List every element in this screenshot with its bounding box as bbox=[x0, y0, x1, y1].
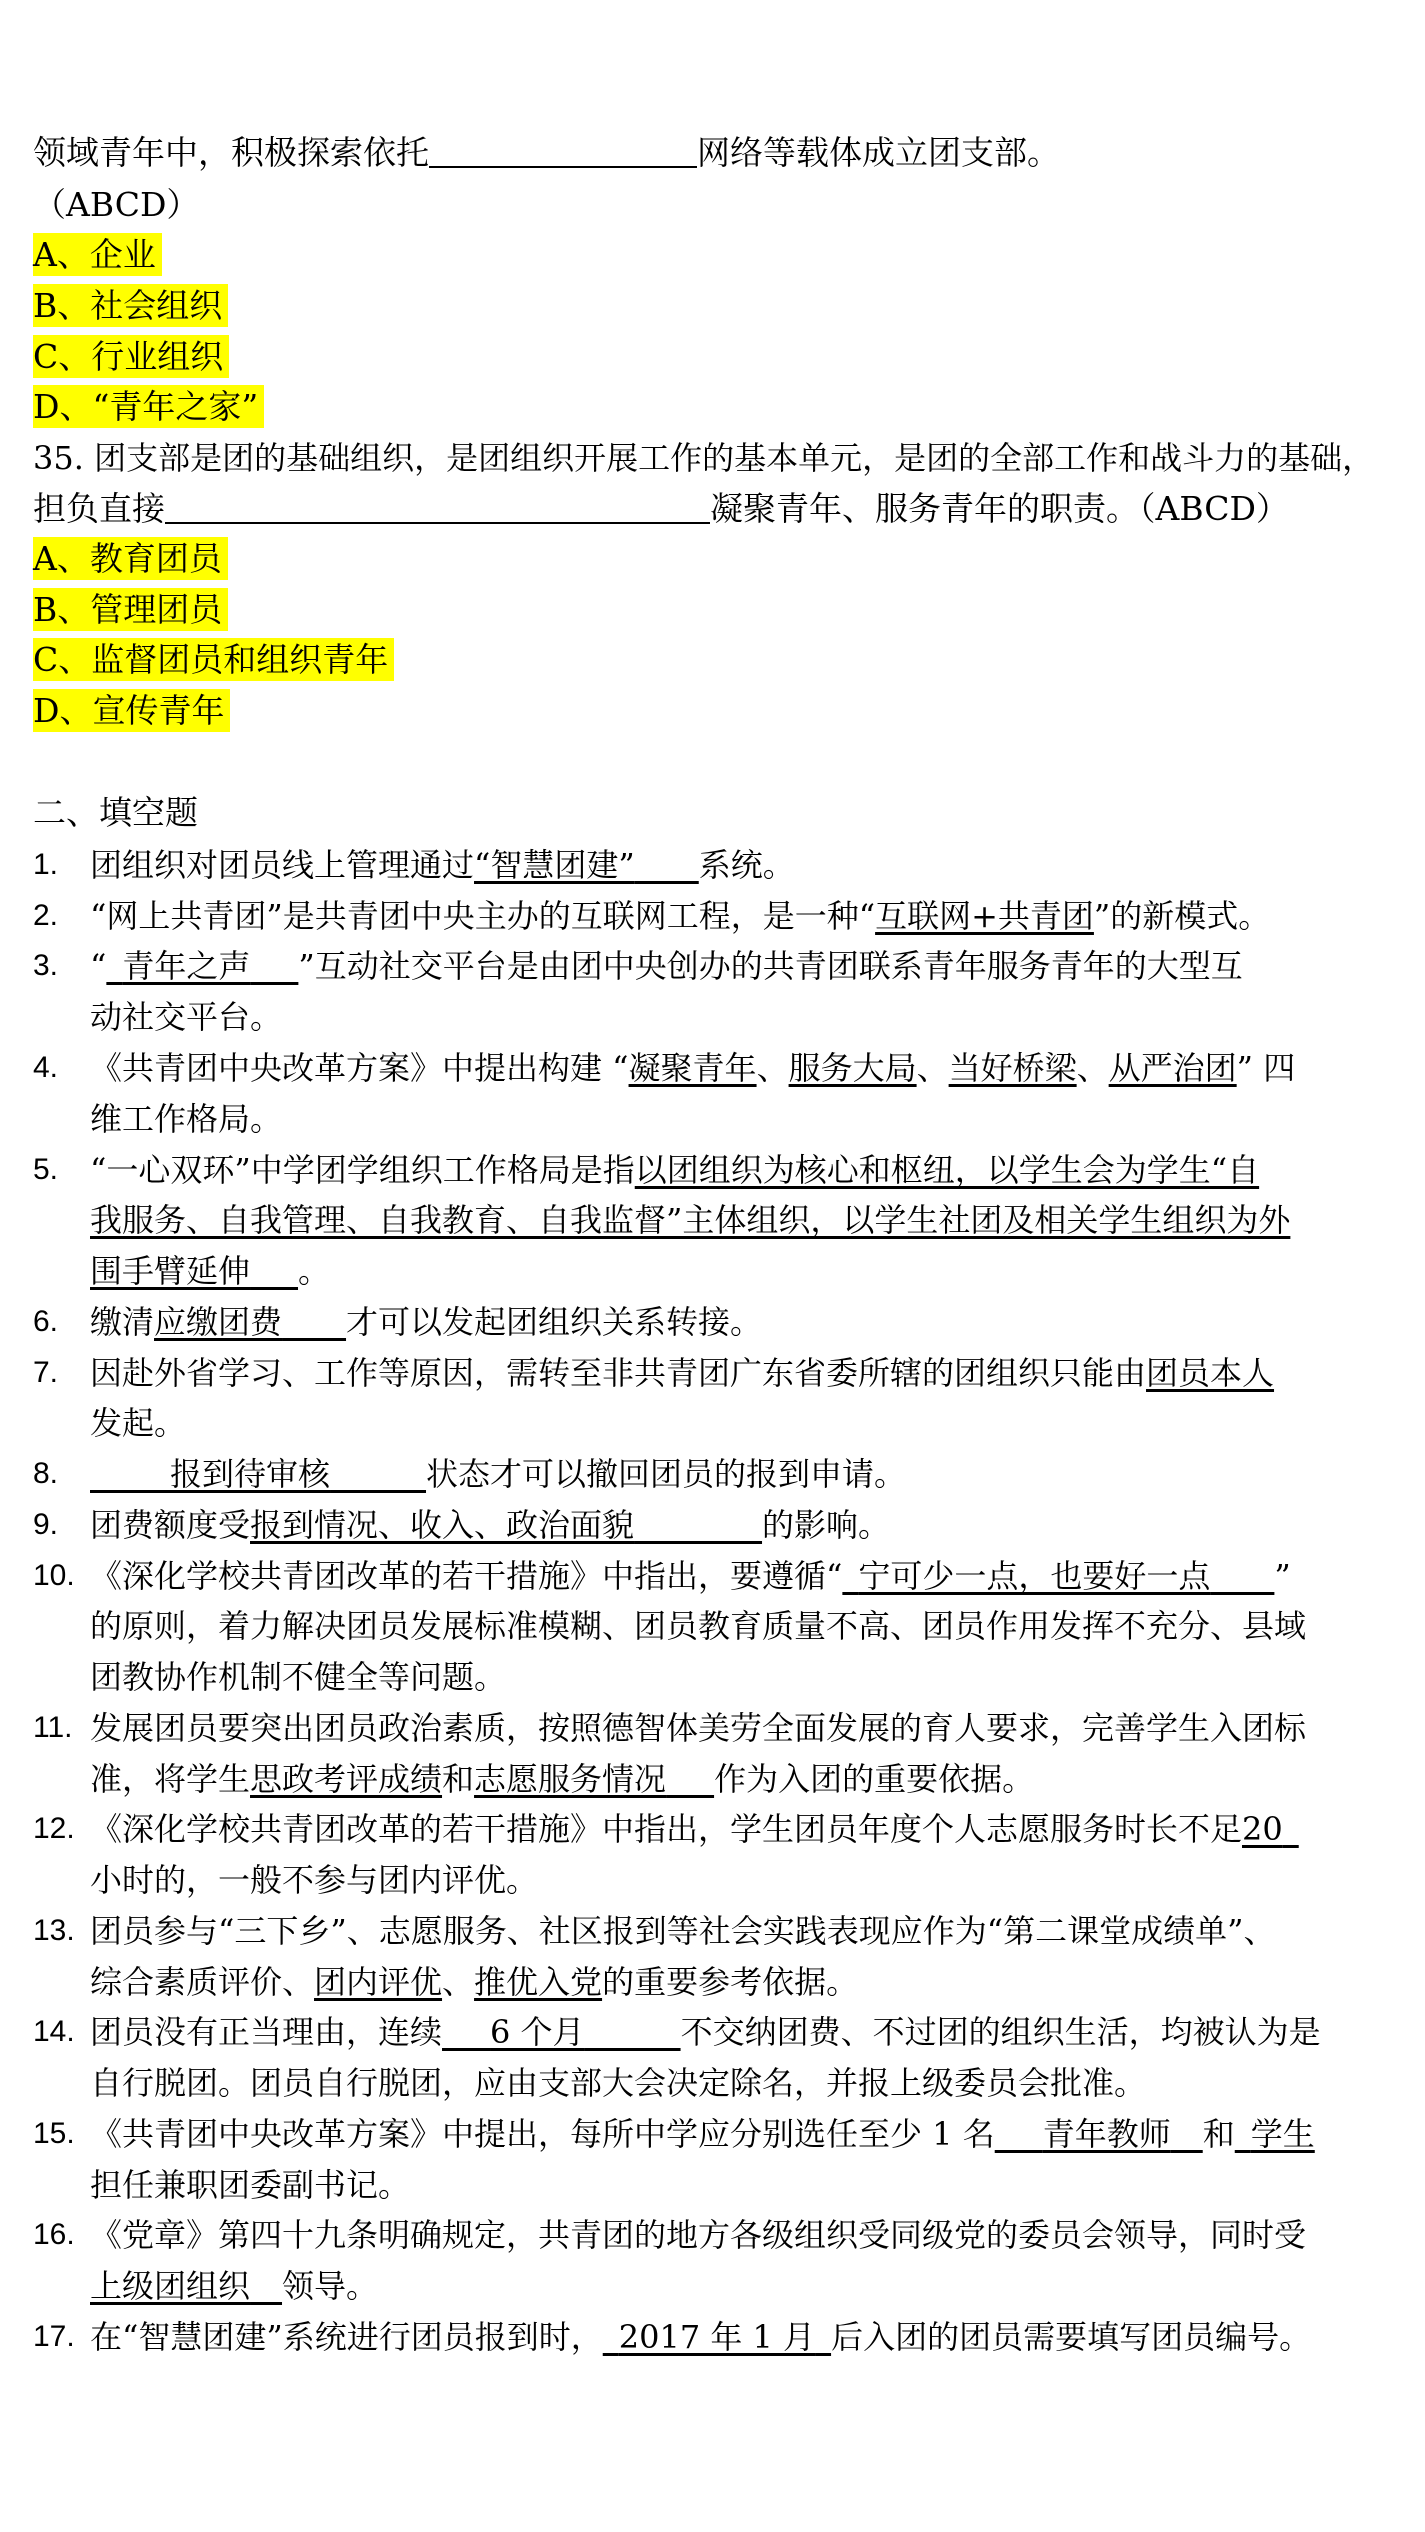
q2-number: 2. bbox=[33, 899, 59, 932]
q5-text: “一心双环”中学团学组织工作格局是指以团组织为核心和枢纽，以学生会为学生“自 bbox=[90, 1151, 1260, 1189]
q11-text: 发展团员要突出团员政治素质，按照德智体美劳全面发展的育人要求，完善学生入团标 bbox=[90, 1709, 1307, 1747]
q11-answer-1: 思政考评成绩 bbox=[250, 1760, 443, 1798]
q15-text: 《共青团中央改革方案》中提出，每所中学应分别选任至少 1 名 青年教师 和 学生 bbox=[90, 2115, 1315, 2153]
q9-number: 9. bbox=[33, 1508, 59, 1541]
q4-answer-1: 凝聚青年 bbox=[628, 1049, 757, 1087]
q14-text: 团员没有正当理由，连续 6 个月 不交纳团费、不过团的组织生活，均被认为是 bbox=[90, 2013, 1321, 2051]
q16-answer: 上级团组织 bbox=[90, 2267, 251, 2305]
q16-number: 16. bbox=[33, 2218, 75, 2251]
q12-text-cont: 小时的，一般不参与团内评优。 bbox=[90, 1861, 539, 1899]
q5-number: 5. bbox=[33, 1153, 59, 1186]
q11-answer-2: 志愿服务情况 bbox=[474, 1760, 667, 1798]
q10-number: 10. bbox=[33, 1559, 75, 1592]
q13-number: 13. bbox=[33, 1914, 75, 1947]
q35-stem-line-2: 担负直接 凝聚青年、服务青年的职责。（ABCD） bbox=[33, 489, 1289, 528]
q11-number: 11. bbox=[33, 1711, 73, 1744]
q12-text: 《深化学校共青团改革的若干措施》中指出，学生团员年度个人志愿服务时长不足20 bbox=[90, 1810, 1283, 1848]
q5-answer-line3: 围手臂延伸 bbox=[90, 1252, 251, 1290]
q17-number: 17. bbox=[33, 2320, 75, 2353]
q8-number: 8. bbox=[33, 1457, 59, 1490]
q12-answer: 20 bbox=[1242, 1810, 1283, 1848]
q35-option-c: C、监督团员和组织青年 bbox=[33, 637, 394, 683]
q6-answer: 应缴团费 bbox=[154, 1303, 283, 1341]
q34-answer: （ABCD） bbox=[33, 185, 200, 224]
q2-text: “网上共青团”是共青团中央主办的互联网工程，是一种“互联网+共青团”的新模式。 bbox=[90, 897, 1271, 935]
q5-text-line3: 围手臂延伸 。 bbox=[90, 1252, 331, 1290]
q7-text-cont: 发起。 bbox=[90, 1404, 187, 1442]
q34-stem-text-end: 网络等载体成立团支部。 bbox=[697, 133, 1060, 172]
q13-text-line2: 综合素质评价、团内评优、推优入党的重要参考依据。 bbox=[90, 1963, 859, 2001]
q34-option-a: A、企业 bbox=[33, 232, 162, 278]
q4-answer-4: 从严治团 bbox=[1108, 1049, 1237, 1087]
q34-option-b: B、社会组织 bbox=[33, 283, 228, 329]
q15-text-cont: 担任兼职团委副书记。 bbox=[90, 2166, 411, 2204]
q1-number: 1. bbox=[33, 848, 59, 881]
q7-answer: 团员本人 bbox=[1146, 1354, 1275, 1392]
q1-answer: “智慧团建” bbox=[474, 846, 635, 884]
q5-answer-line2: 我服务、自我管理、自我教育、自我监督”主体组织，以学生社团及相关学生组织为外 bbox=[90, 1201, 1291, 1239]
q7-number: 7. bbox=[33, 1356, 59, 1389]
q9-text: 团费额度受报到情况、收入、政治面貌 的影响。 bbox=[90, 1506, 891, 1544]
q3-text-cont: 动社交平台。 bbox=[90, 998, 283, 1036]
q9-answer: 报到情况、收入、政治面貌 bbox=[250, 1506, 635, 1544]
q35-option-a: A、教育团员 bbox=[33, 536, 228, 582]
q14-number: 14. bbox=[33, 2015, 75, 2048]
q13-answer-2: 推优入党 bbox=[474, 1963, 603, 2001]
q4-text: 《共青团中央改革方案》中提出构建 “凝聚青年、服务大局、当好桥梁、从严治团” 四 bbox=[90, 1049, 1296, 1087]
q15-number: 15. bbox=[33, 2117, 75, 2150]
q4-answer-2: 服务大局 bbox=[788, 1049, 917, 1087]
q15-answer-1: 青年教师 bbox=[1042, 2115, 1171, 2153]
q34-stem-line bbox=[33, 130, 1060, 176]
q12-number: 12. bbox=[33, 1812, 75, 1845]
q34-option-d: D、“青年之家” bbox=[33, 384, 264, 430]
q5-text-line2 bbox=[90, 1197, 1290, 1243]
q1-text: 团组织对团员线上管理通过“智慧团建” 系统。 bbox=[90, 846, 795, 884]
q17-answer: 2017 年 1 月 bbox=[618, 2318, 816, 2356]
q13-text: 团员参与“三下乡”、志愿服务、社区报到等社会实践表现应作为“第二课堂成绩单”、 bbox=[90, 1912, 1276, 1950]
q6-text: 缴清应缴团费 才可以发起团组织关系转接。 bbox=[90, 1303, 763, 1341]
q8-answer: 报到待审核 bbox=[170, 1455, 331, 1493]
q10-answer: 宁可少一点，也要好一点 bbox=[858, 1557, 1211, 1595]
q4-answer-3: 当好桥梁 bbox=[948, 1049, 1077, 1087]
q13-answer-1: 团内评优 bbox=[314, 1963, 443, 2001]
q16-text-line2: 上级团组织 领导。 bbox=[90, 2267, 379, 2305]
q3-text: “ 青年之声 ”互动社交平台是由团中央创办的共青团联系青年服务青年的大型互 bbox=[90, 947, 1243, 985]
q34-stem-text: 领域青年中，积极探索依托 bbox=[33, 133, 429, 172]
q35-stem-line-1: 35. 团支部是团的基础组织，是团组织开展工作的基本单元，是团的全部工作和战斗力的基础， bbox=[33, 439, 1375, 477]
q10-text-line2: 的原则，着力解决团员发展标准模糊、团员教育质量不高、团员作用发挥不充分、县域 bbox=[90, 1607, 1307, 1645]
q3-answer: 青年之声 bbox=[122, 947, 251, 985]
q17-text: 在“智慧团建”系统进行团员报到时， 2017 年 1 月 后入团的团员需要填写团员编号。 bbox=[90, 2318, 1312, 2356]
q3-number: 3. bbox=[33, 949, 59, 982]
q34-option-c: C、行业组织 bbox=[33, 334, 229, 380]
q15-answer-2: 学生 bbox=[1250, 2115, 1315, 2153]
q35-blank bbox=[165, 490, 710, 524]
q7-text: 因赴外省学习、工作等原因，需转至非共青团广东省委所辖的团组织只能由团员本人 bbox=[90, 1354, 1275, 1392]
q10-text-line3: 团教协作机制不健全等问题。 bbox=[90, 1658, 507, 1696]
q8-text: 报到待审核 状态才可以撤回团员的报到申请。 bbox=[170, 1455, 907, 1493]
q14-text-cont: 自行脱团。团员自行脱团，应由支部大会决定除名，并报上级委员会批准。 bbox=[90, 2064, 1147, 2102]
q35-option-b: B、管理团员 bbox=[33, 587, 228, 633]
q6-number: 6. bbox=[33, 1305, 59, 1338]
q2-answer: 互联网+共青团 bbox=[875, 897, 1094, 935]
q34-blank bbox=[429, 134, 697, 168]
q14-answer: 6 个月 bbox=[490, 2013, 585, 2051]
section-heading: 二、填空题 bbox=[33, 793, 198, 832]
q10-text: 《深化学校共青团改革的若干措施》中指出，要遵循“ 宁可少一点，也要好一点 ” bbox=[90, 1557, 1291, 1595]
q35-option-d: D、宣传青年 bbox=[33, 688, 230, 734]
q11-text-line2: 准，将学生思政考评成绩和志愿服务情况 作为入团的重要依据。 bbox=[90, 1760, 1035, 1798]
q16-text: 《党章》第四十九条明确规定，共青团的地方各级组织受同级党的委员会领导，同时受 bbox=[90, 2216, 1307, 2254]
q5-answer-line1: 以团组织为核心和枢纽，以学生会为学生“自 bbox=[634, 1151, 1260, 1189]
q4-number: 4. bbox=[33, 1051, 59, 1084]
q4-text-cont: 维工作格局。 bbox=[90, 1100, 283, 1138]
